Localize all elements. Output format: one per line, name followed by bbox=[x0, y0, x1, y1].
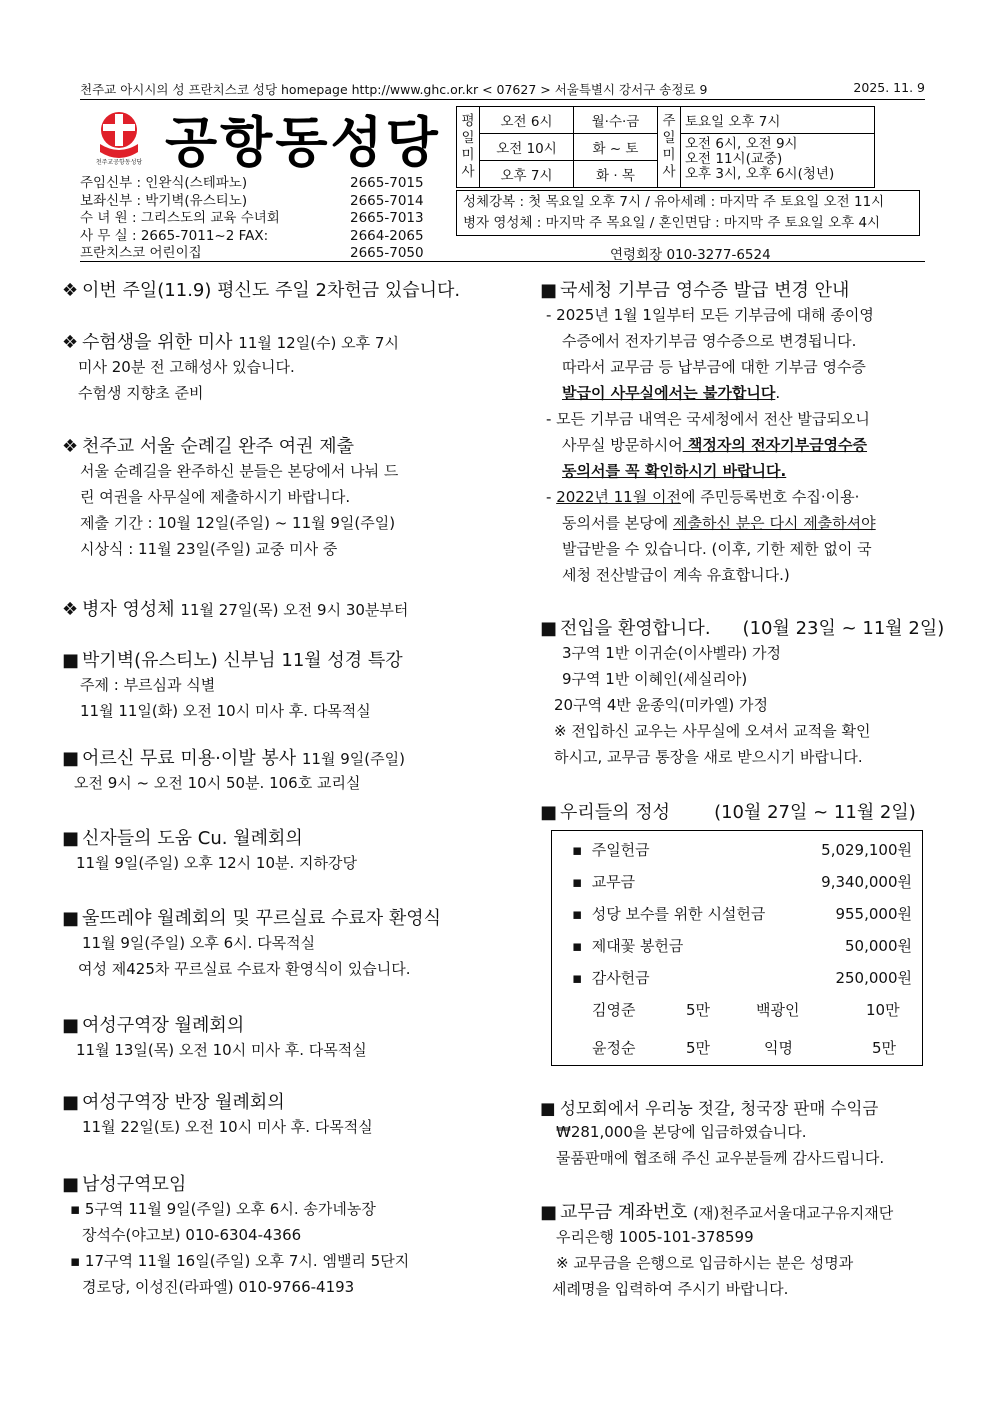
donor-row: 윤정순 5만 익명 5만 bbox=[592, 1039, 897, 1057]
notice-item: ❖ 천주교 서울 순례길 완주 여권 제출 서울 순례길을 완주하신 분들은 본당에서 나눠 드 린 여권을 사무실에 제출하시기 바랍니다. 제출 기간 : 10월 12일(주일) ~ 11월 9일(주일) 시상식 : 11월 23일(주일) 교중 미사 중 bbox=[62, 436, 399, 558]
notice-line: 병자 영성체 : 마지막 주 목요일 / 혼인면담 : 마지막 주 토요일 오후 4시 bbox=[463, 215, 881, 231]
weekday-time: 오전 6시 bbox=[480, 107, 574, 134]
notice-line: 성체강복 : 첫 목요일 오후 7시 / 유아세례 : 마지막 주 토요일 오전 11시 bbox=[463, 194, 885, 210]
offering-row: ▪ 제대꽃 봉헌금 50,000원 bbox=[572, 937, 912, 955]
staff-row: 보좌신부 : 박기벽(유스티노) 2665-7014 bbox=[80, 192, 424, 209]
notice-item: ■ 어르신 무료 미용·이발 봉사 11월 9일(주일) 오전 9시 ~ 오전 10시 50분. 106호 교리실 bbox=[62, 748, 405, 792]
header-address: 천주교 아시시의 성 프란치스코 성당 homepage http://www.ghc.or.kr < 07627 > 서울특별시 강서구 송정로 9 bbox=[80, 82, 708, 97]
notice-item: ■ 여성구역장 월례회의 11월 13일(목) 오전 10시 미사 후. 다목적실 bbox=[62, 1015, 367, 1059]
weekday-time: 오전 10시 bbox=[480, 134, 574, 161]
issue-date: 2025. 11. 9 bbox=[853, 80, 925, 95]
sunday-row: 토요일 오후 7시 bbox=[681, 107, 875, 134]
offering-row: ▪ 감사헌금 250,000원 bbox=[572, 969, 912, 987]
offering-row: ▪ 주일헌금 5,029,100원 bbox=[572, 841, 912, 859]
staff-row: 수 녀 원 : 그리스도의 교육 수녀회 2665-7013 bbox=[80, 210, 424, 226]
header-divider bbox=[80, 261, 925, 262]
header-topline bbox=[80, 80, 925, 100]
tax-receipt-notice: ■ 국세청 기부금 영수증 발급 변경 안내 - 2025년 1월 1일부터 모든 기부금에 대해 종이영 수증에서 전자기부금 영수증으로 변경됩니다. 따라서 교무금 등 납부금에 대한 기부금 영수증 발급이 사무실에서는 불가합니다. - 모든 기부금 내역은 국세청에서 전산 발급되오니 사무실 방문하시어 책정자의 전자기부금영수증 동의서를 꼭 확인하시기 바랍니다. - 2022년 11월 이전에 주민등록번호 수집·이용· 동의서를 본당에 제출하신 분은 다시 제출하셔야 발급받을 수 있습니다. (이후, 기한 제한 없이 국 세청 전산발급이 계속 유효합니다.) bbox=[540, 280, 876, 584]
offering-row: ▪ 교무금 9,340,000원 bbox=[572, 873, 912, 891]
weekday-days: 월·수·금 bbox=[574, 107, 658, 134]
notice-item: ■ 여성구역장 반장 월례회의 11월 22일(토) 오전 10시 미사 후. 다목적실 bbox=[62, 1092, 373, 1136]
sunday-mass-label: 주 일 미 사 bbox=[658, 107, 681, 188]
weekday-mass-label: 평 일 미 사 bbox=[457, 107, 480, 188]
offering-row: ▪ 성당 보수를 위한 시설헌금 955,000원 bbox=[572, 905, 912, 923]
notice-item: ■ 울뜨레야 월례회의 및 꾸르실료 수료자 환영식 11월 9일(주일) 오후 6시. 다목적실 여성 제425차 꾸르실료 수료자 환영식이 있습니다. bbox=[62, 908, 441, 978]
notice-item: ❖ 병자 영성체 11월 27일(목) 오전 9시 30분부터 bbox=[62, 599, 409, 620]
weekday-days: 화 · 목 bbox=[574, 161, 658, 188]
parish-title: 공항동성당 bbox=[165, 111, 441, 174]
notice-item: ■ 남성구역모임 ▪ 5구역 11월 9일(주일) 오후 6시. 송가네농장 장석수(야고보) 010-6304-4366 ▪ 17구역 11월 16일(주일) 오후 7시. 엠밸리 5단지 경로당, 이성진(라파엘) 010-9766-4193 bbox=[62, 1174, 410, 1296]
notice-item: ❖ 수험생을 위한 미사 11월 12일(수) 오후 7시 미사 20분 전 고해성사 있습니다. 수험생 지향초 준비 bbox=[62, 332, 399, 402]
offering-heading: ■ 우리들의 정성 (10월 27일 ~ 11월 2일) bbox=[540, 802, 916, 823]
donor-row: 김영준 5만 백광인 10만 bbox=[592, 1001, 900, 1019]
staff-list bbox=[80, 175, 430, 263]
parish-logo bbox=[90, 108, 148, 166]
notice-item: ❖ 이번 주일(11.9) 평신도 주일 2차헌금 있습니다. bbox=[62, 280, 461, 301]
sacrament-notice bbox=[456, 190, 920, 236]
mass-schedule-table bbox=[456, 106, 875, 188]
weekday-days: 화 ~ 토 bbox=[574, 134, 658, 161]
logo-caption: 천주교공항동성당 bbox=[95, 159, 143, 166]
funeral-union-contact: 연령회장 010-3277-6524 bbox=[610, 247, 771, 263]
offering-table bbox=[551, 830, 923, 1066]
sunday-times: 오전 6시, 오전 9시 오전 11시(교중) 오후 3시, 오후 6시(청년) bbox=[681, 134, 875, 188]
staff-row: 사 무 실 : 2665-7011~2 FAX: 2664-2065 bbox=[80, 227, 424, 244]
weekday-time: 오후 7시 bbox=[480, 161, 574, 188]
account-notice: ■ 교무금 계좌번호 (재)천주교서울대교구유지재단 우리은행 1005-101-378599 ※ 교무금을 은행으로 입금하시는 분은 성명과 세례명을 입력하여 주시기 바랍니다. bbox=[540, 1202, 894, 1298]
notice-item: ■ 박기벽(유스티노) 신부님 11월 성경 특강 주제 : 부르심과 식별 11월 11일(화) 오전 10시 미사 후. 다목적실 bbox=[62, 650, 403, 720]
welcome-notice: ■ 전입을 환영합니다. (10월 23일 ~ 11월 2일) 3구역 1반 이귀순(이사벨라) 가정 9구역 1반 이혜인(세실리아) 20구역 4반 윤종익(미카엘) 가정 ※ 전입하신 교우는 사무실에 오셔서 교적을 확인 하시고, 교무금 통장을 새로 받으시기 바랍니다. bbox=[540, 618, 945, 766]
staff-row: 프란치스코 어린이집 2665-7050 bbox=[80, 245, 424, 261]
sale-notice: ■ 성모회에서 우리농 젓갈, 청국장 판매 수익금 ₩281,000을 본당에 입금하였습니다. 물품판매에 협조해 주신 교우분들께 감사드립니다. bbox=[540, 1099, 885, 1167]
staff-row: 주임신부 : 인완식(스테파노) 2665-7015 bbox=[80, 175, 424, 191]
notice-item: ■ 신자들의 도움 Cu. 월례회의 11월 9일(주일) 오후 12시 10분. 지하강당 bbox=[62, 828, 357, 872]
